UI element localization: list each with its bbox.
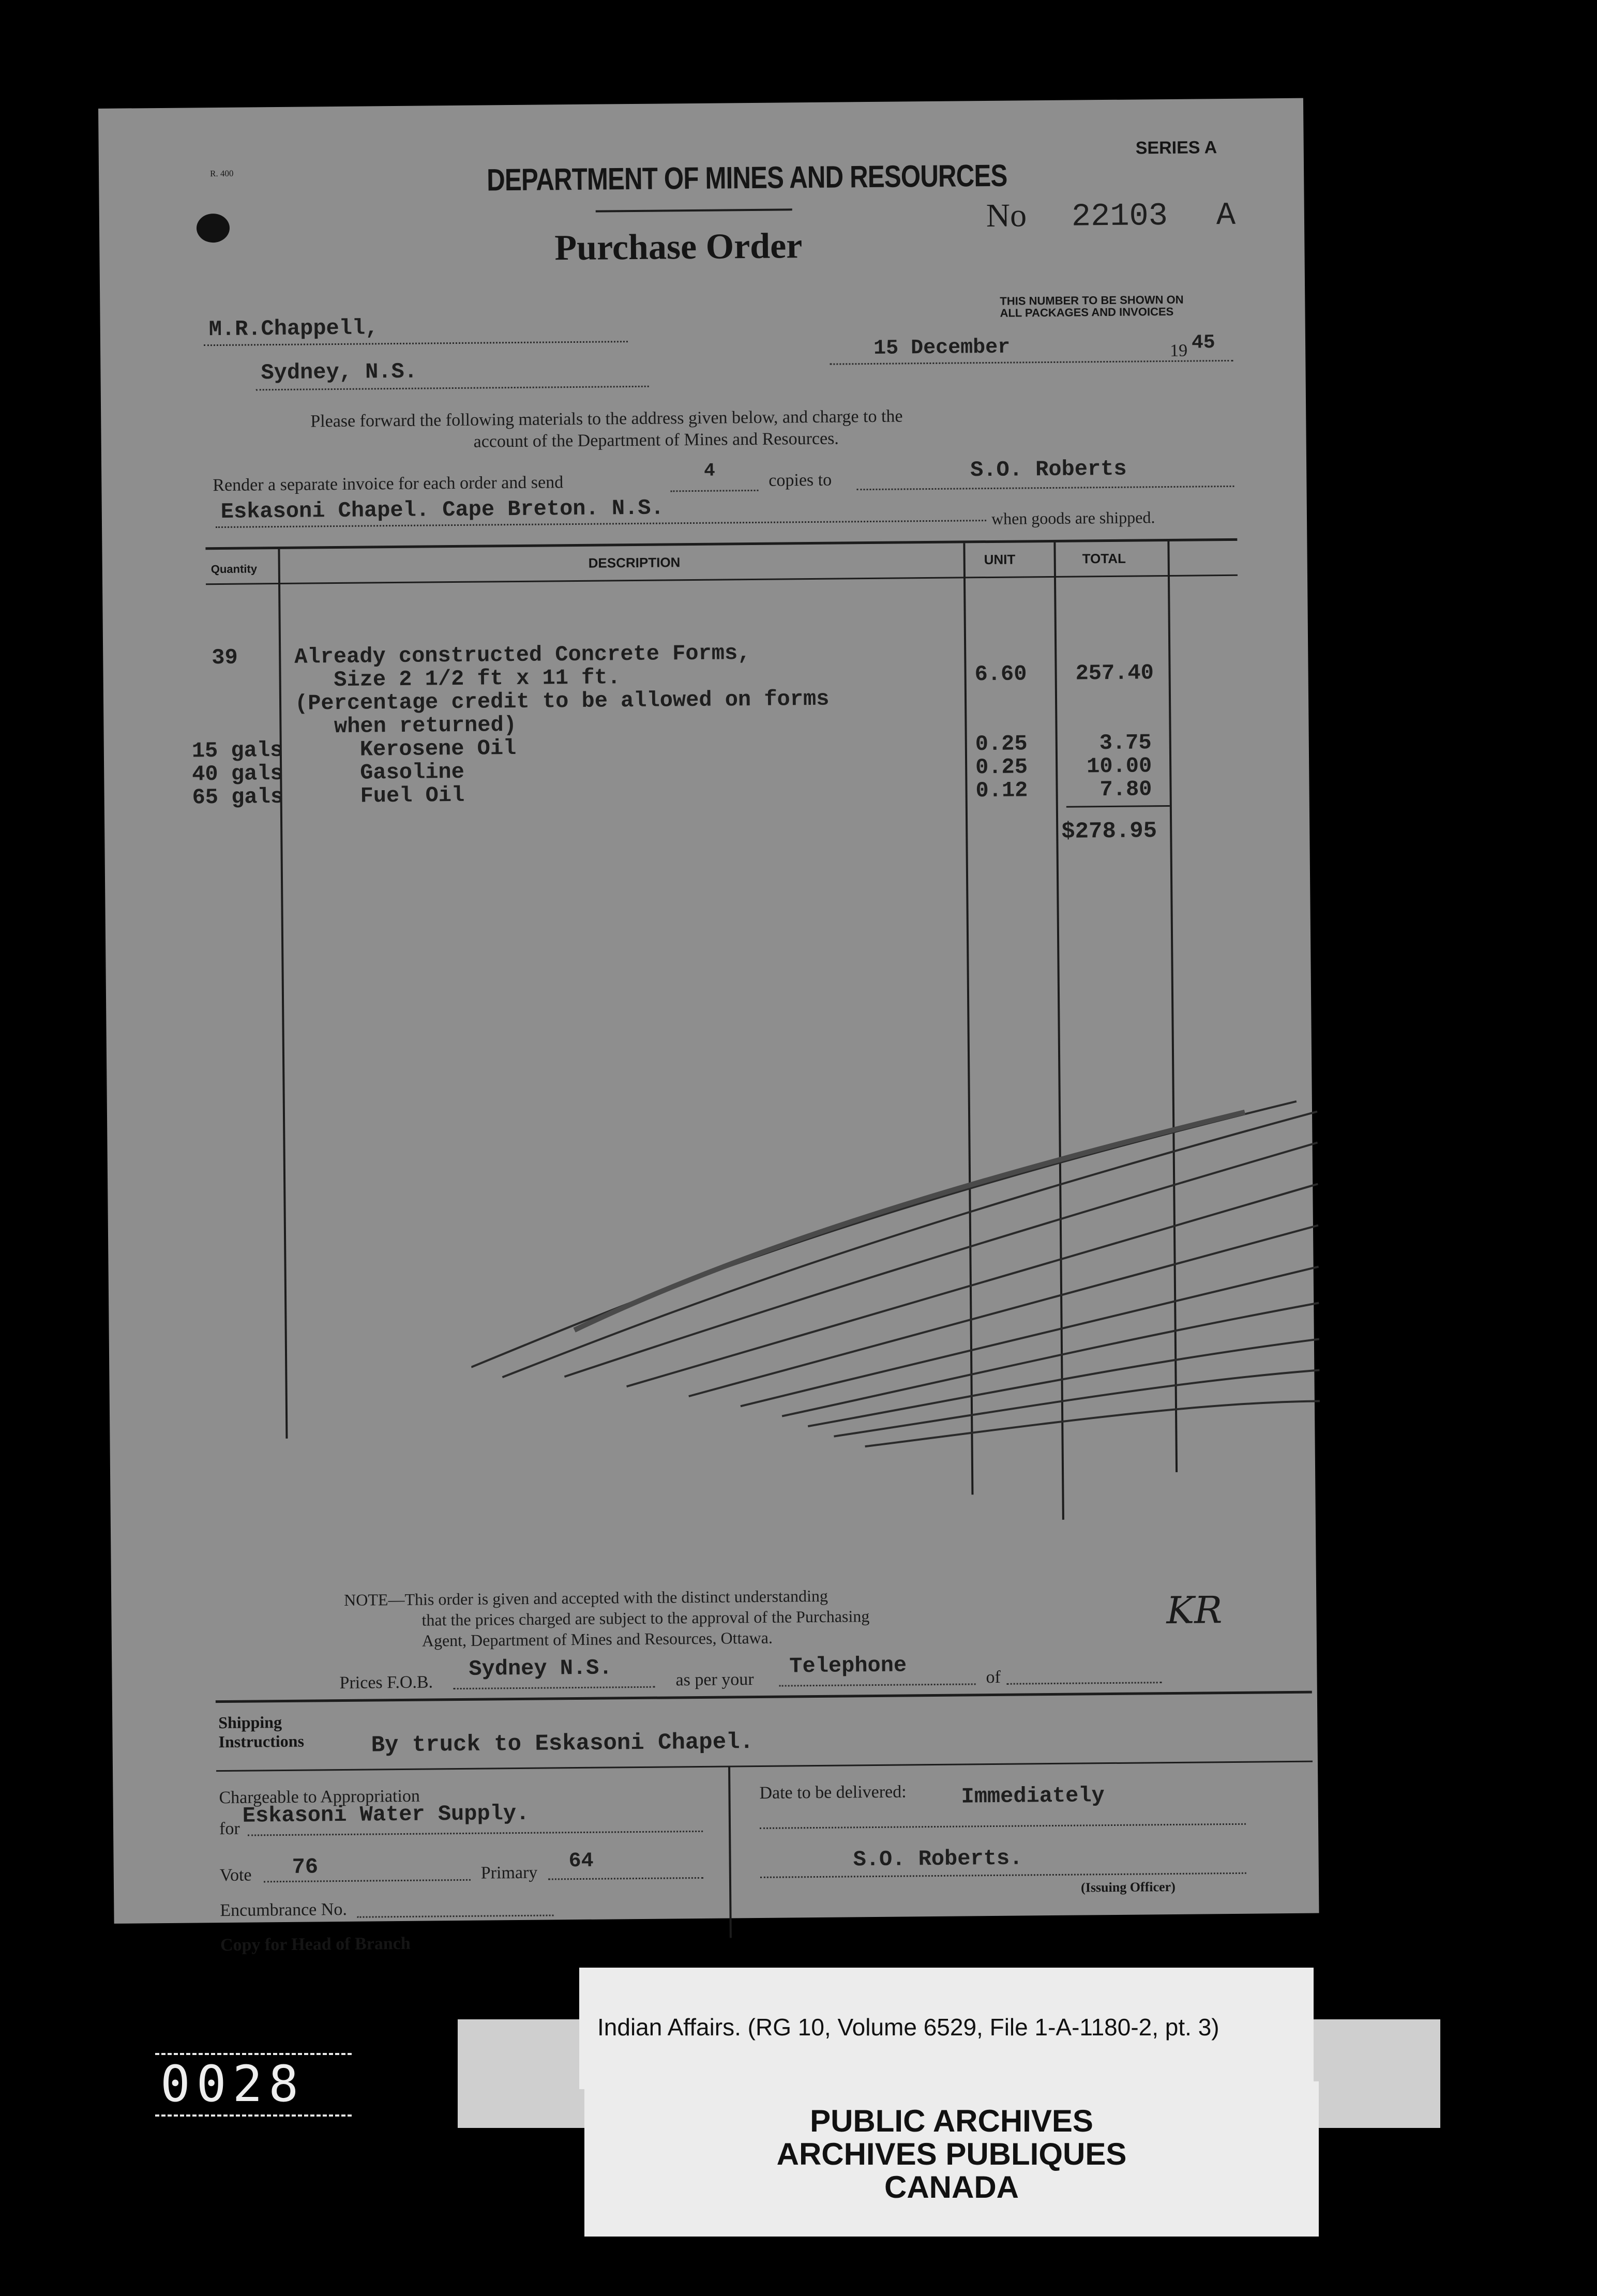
issuing-officer-name: S.O. Roberts.: [853, 1846, 1023, 1872]
render-text: Render a separate invoice for each order and send: [213, 473, 564, 495]
fob-value: Sydney N.S.: [469, 1655, 612, 1682]
row-5-total: 3.75: [1099, 730, 1152, 756]
grand-total: $278.95: [1061, 818, 1157, 845]
series-label: SERIES A: [1135, 138, 1217, 158]
department-title: DEPARTMENT OF MINES AND RESOURCES: [486, 158, 1007, 198]
row-2-desc: Size 2 1/2 ft x 11 ft.: [294, 665, 621, 693]
document-title: Purchase Order: [554, 226, 803, 268]
copies-count: 4: [703, 460, 715, 481]
row-7-desc: Fuel Oil: [360, 782, 465, 809]
order-number-suffix: A: [1216, 197, 1236, 234]
unit-header: UNIT: [984, 551, 1016, 568]
table-top-rule: [205, 538, 1237, 550]
vote-label: Vote: [219, 1865, 252, 1885]
form-code: R. 400: [210, 168, 234, 179]
send-to-line: [856, 486, 1234, 490]
order-date: 15 December: [873, 336, 1011, 360]
row-3-desc: (Percentage credit to be allowed on forms: [294, 686, 830, 716]
shipping-bottom-rule: [216, 1761, 1313, 1772]
frame-counter: [155, 2053, 352, 2117]
row-2-total: 257.40: [1075, 660, 1154, 686]
prices-fob-label: Prices F.O.B.: [339, 1672, 433, 1693]
description-header: DESCRIPTION: [588, 554, 681, 571]
archive-name-fr: ARCHIVES PUBLIQUES: [776, 2137, 1127, 2171]
row-4-desc: when returned): [295, 712, 517, 739]
row-7-unit: 0.12: [975, 778, 1028, 804]
delivery-label: Date to be delivered:: [759, 1782, 907, 1803]
vendor-city: Sydney, N.S.: [261, 359, 418, 386]
qty-column-rule: [278, 549, 288, 1439]
shipping-value: By truck to Eskasoni Chapel.: [371, 1729, 754, 1759]
note-line-3: Agent, Department of Mines and Resources, Ottawa.: [421, 1628, 773, 1650]
encumbrance-label: Encumbrance No.: [220, 1899, 348, 1921]
copies-to-text: copies to: [769, 470, 832, 490]
total-header: TOTAL: [1082, 550, 1126, 567]
when-shipped-text: when goods are shipped.: [991, 508, 1155, 528]
cancel-scribble: [469, 1080, 1331, 1501]
row-5-qty: 15 gals: [191, 737, 283, 764]
issuing-officer-label: (Issuing Officer): [1080, 1879, 1176, 1895]
title-underline: [596, 208, 792, 212]
date-year-suffix: 45: [1191, 331, 1215, 354]
row-2-unit: 6.60: [974, 661, 1027, 687]
row-1-qty: 39: [212, 645, 238, 671]
vendor-name: M.R.Chappell,: [208, 315, 379, 342]
row-7-qty: 65 gals: [192, 784, 284, 810]
punch-hole: [197, 214, 230, 243]
archive-name-en: PUBLIC ARCHIVES: [810, 2104, 1093, 2138]
instruction-line-1: Please forward the following materials to the address given below, and charge to the: [310, 406, 903, 431]
for-label: for: [219, 1819, 240, 1839]
copy-for-head-label: Copy for Head of Branch: [220, 1934, 411, 1955]
vendor-name-line: [204, 341, 628, 346]
archive-reference: Indian Affairs. (RG 10, Volume 6529, File 1-A-1180-2, pt. 3): [597, 2014, 1219, 2041]
of-line: [1007, 1682, 1162, 1685]
instruction-line-2: account of the Department of Mines and Resources.: [473, 429, 839, 451]
vote-value: 76: [292, 1854, 319, 1880]
archive-reference-card: [579, 1968, 1314, 2089]
as-per-label: as per your: [675, 1670, 754, 1690]
archive-stamp-card: [584, 2081, 1319, 2237]
of-label: of: [986, 1667, 1001, 1687]
delivery-line: [760, 1823, 1246, 1829]
number-note-1: THIS NUMBER TO BE SHOWN ON: [1000, 293, 1184, 308]
delivery-address: Eskasoni Chapel. Cape Breton. N.S.: [220, 495, 664, 524]
row-6-desc: Gasoline: [360, 759, 465, 786]
vendor-city-line: [256, 386, 649, 391]
footer-divider: [728, 1767, 732, 1938]
quantity-header: Quantity: [210, 562, 258, 576]
copies-line: [670, 490, 758, 492]
date-year-prefix: 19: [1170, 341, 1188, 360]
row-7-total: 7.80: [1099, 777, 1152, 803]
handwritten-initials: KR: [1166, 1588, 1223, 1633]
row-1-desc: Already constructed Concrete Forms,: [294, 641, 751, 670]
delivery-value: Immediately: [961, 1783, 1105, 1809]
send-to-name: S.O. Roberts: [970, 456, 1127, 483]
number-prefix: No: [986, 197, 1027, 234]
encumbrance-line: [357, 1914, 554, 1917]
primary-line: [548, 1877, 703, 1880]
primary-value: 64: [568, 1849, 594, 1874]
for-line: [248, 1831, 703, 1836]
note-line-2: that the prices charged are subject to the approval of the Purchasing: [421, 1607, 870, 1629]
table-header-rule: [206, 575, 1238, 585]
frame-number: 0028: [160, 2055, 305, 2113]
fob-line: [454, 1686, 655, 1689]
issuing-officer-line: [760, 1872, 1246, 1878]
as-per-value: Telephone: [789, 1653, 907, 1679]
order-number: 22103: [1071, 197, 1168, 235]
shipping-label-1: Shipping: [218, 1713, 282, 1732]
for-value: Eskasoni Water Supply.: [242, 1801, 530, 1829]
row-6-unit: 0.25: [975, 754, 1028, 780]
archive-country: CANADA: [884, 2170, 1019, 2204]
row-5-desc: Kerosene Oil: [359, 735, 517, 762]
primary-label: Primary: [480, 1863, 538, 1883]
total-rule: [1066, 805, 1170, 808]
note-line-1: NOTE—This order is given and accepted with the distinct understanding: [344, 1586, 828, 1609]
as-per-line: [779, 1683, 976, 1686]
row-5-unit: 0.25: [975, 731, 1028, 757]
purchase-order-sheet: [98, 98, 1319, 1955]
chargeable-label: Chargeable to Appropriation: [219, 1786, 420, 1808]
row-6-total: 10.00: [1086, 753, 1152, 779]
row-6-qty: 40 gals: [192, 761, 283, 787]
shipping-label-2: Instructions: [218, 1731, 305, 1751]
number-note-2: ALL PACKAGES AND INVOICES: [1000, 305, 1174, 320]
